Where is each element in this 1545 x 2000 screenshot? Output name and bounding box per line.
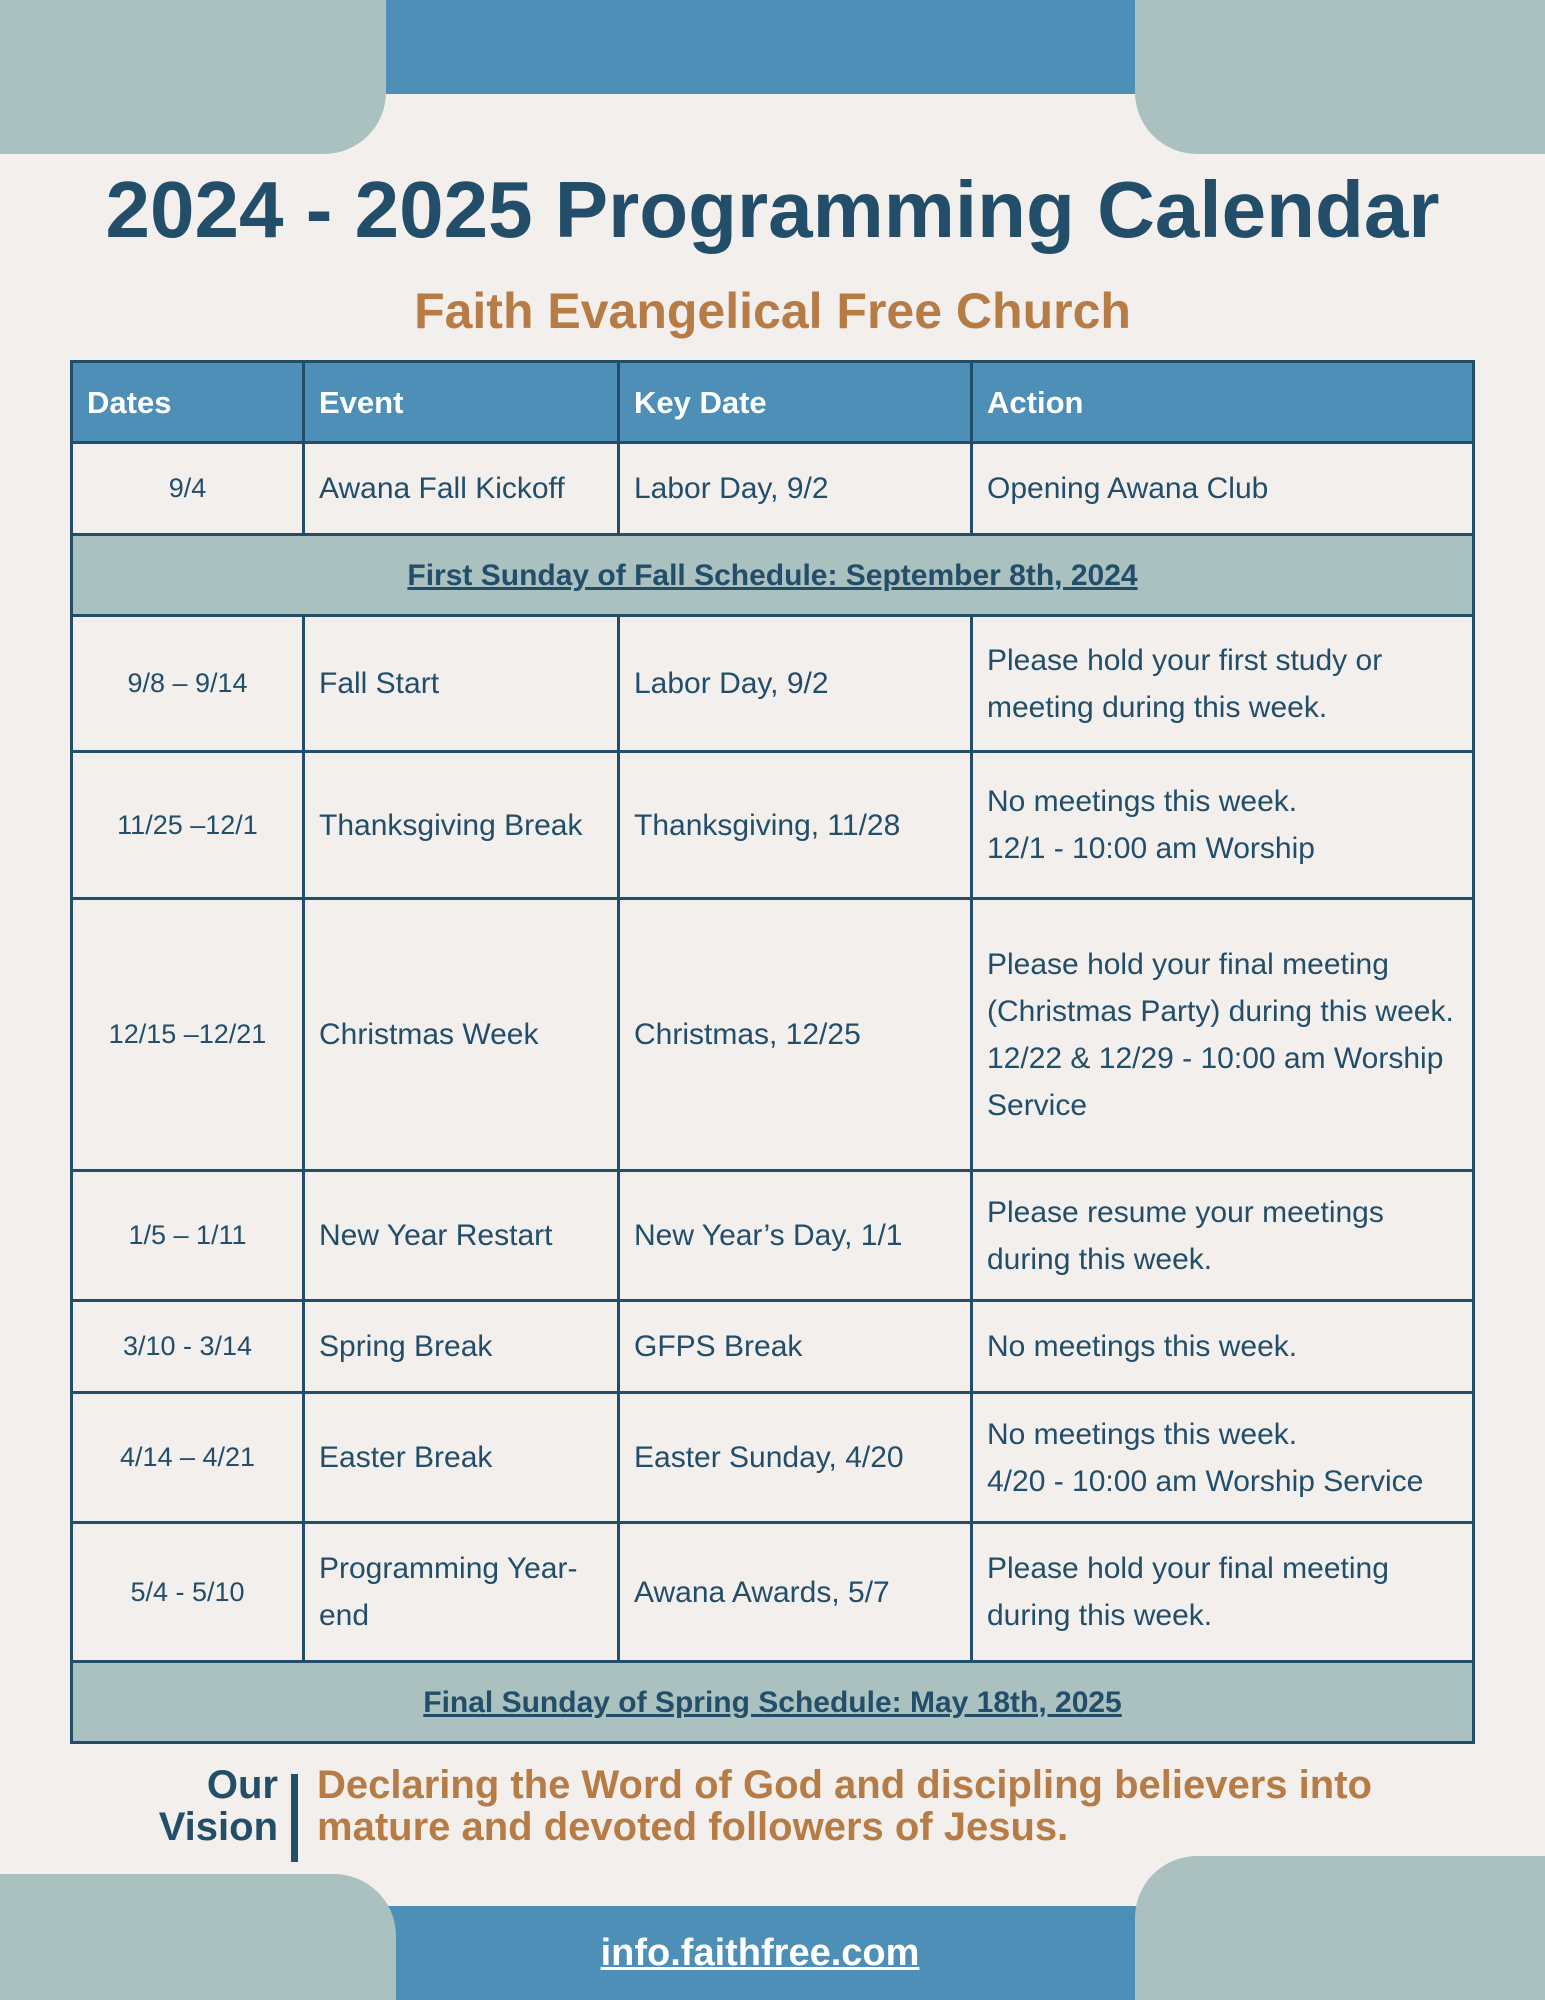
action-line: Please hold your first study or meeting during this week. (987, 643, 1383, 724)
cell-action (972, 1393, 1474, 1523)
cell-key-date: Thanksgiving, 11/28 (619, 752, 972, 899)
cell-action (972, 616, 1474, 752)
vision-statement (150, 1762, 1450, 1866)
spring-schedule-banner: Final Sunday of Spring Schedule: May 18th, 2025 (72, 1662, 1474, 1743)
cell-dates: 12/15 –12/21 (72, 899, 304, 1171)
table-row (72, 1301, 1474, 1393)
vision-divider (291, 1774, 298, 1862)
cell-event: Easter Break (304, 1393, 619, 1523)
column-header-key-date: Key Date (619, 362, 972, 443)
cell-action (972, 1171, 1474, 1301)
cell-event: Spring Break (304, 1301, 619, 1393)
action-line: No meetings this week. (987, 1417, 1298, 1451)
action-line: Opening Awana Club (987, 472, 1269, 505)
calendar-table (70, 360, 1475, 1744)
vision-text: Declaring the Word of God and discipling believers into mature and devoted followers of Jesus. (317, 1763, 1372, 1849)
website-link[interactable]: info.faithfree.com (600, 1932, 920, 1974)
action-line: No meetings this week. (987, 785, 1298, 818)
action-line: No meetings this week. (987, 1330, 1298, 1363)
cell-action (972, 1523, 1474, 1662)
cell-dates: 1/5 – 1/11 (72, 1171, 304, 1301)
schedule-banner-row (72, 535, 1474, 616)
cell-key-date: Awana Awards, 5/7 (619, 1523, 972, 1662)
column-header-event: Event (304, 362, 619, 443)
cell-key-date: GFPS Break (619, 1301, 972, 1393)
page-title: 2024 - 2025 Programming Calendar (105, 165, 1440, 254)
cell-event: New Year Restart (304, 1171, 619, 1301)
cell-key-date: Labor Day, 9/2 (619, 443, 972, 535)
table-row (72, 443, 1474, 535)
schedule-banner-row (72, 1662, 1474, 1743)
cell-key-date: Easter Sunday, 4/20 (619, 1393, 972, 1523)
top-decor-bar (380, 0, 1140, 94)
column-header-dates: Dates (72, 362, 304, 443)
cell-dates: 3/10 - 3/14 (72, 1301, 304, 1393)
cell-dates: 11/25 –12/1 (72, 752, 304, 899)
cell-key-date: Christmas, 12/25 (619, 899, 972, 1171)
cell-key-date: New Year’s Day, 1/1 (619, 1171, 972, 1301)
cell-action (972, 899, 1474, 1171)
cell-action (972, 443, 1474, 535)
cell-action (972, 1301, 1474, 1393)
cell-dates: 9/8 – 9/14 (72, 616, 304, 752)
fall-schedule-banner: First Sunday of Fall Schedule: September 8th, 2024 (72, 535, 1474, 616)
top-left-decor-block (0, 0, 386, 154)
table-header-row (72, 362, 1474, 443)
cell-dates: 9/4 (72, 443, 304, 535)
table-row (72, 1171, 1474, 1301)
table-row (72, 616, 1474, 752)
cell-action (972, 752, 1474, 899)
top-right-decor-block (1135, 0, 1545, 154)
column-header-action: Action (972, 362, 1474, 443)
bottom-right-decor-block (1135, 1856, 1545, 2000)
cell-event: Christmas Week (304, 899, 619, 1171)
action-line: Please resume your meetings during this week. (987, 1195, 1384, 1276)
action-line: 12/1 - 10:00 am Worship (987, 832, 1315, 865)
vision-label: Our Vision (158, 1763, 278, 1849)
action-line: 12/22 & 12/29 - 10:00 am Worship Service (987, 1041, 1444, 1122)
cell-event: Fall Start (304, 616, 619, 752)
cell-event: Thanksgiving Break (304, 752, 619, 899)
table-row (72, 899, 1474, 1171)
cell-key-date: Labor Day, 9/2 (619, 616, 972, 752)
table-row (72, 1393, 1474, 1523)
action-line: Please hold your final meeting during this week. (987, 1552, 1389, 1632)
table-row (72, 1523, 1474, 1662)
action-line: 4/20 - 10:00 am Worship Service (987, 1464, 1424, 1498)
cell-dates: 4/14 – 4/21 (72, 1393, 304, 1523)
cell-event: Programming Year-end (304, 1523, 619, 1662)
table-row (72, 752, 1474, 899)
action-line: Please hold your final meeting (Christmas Party) during this week. (987, 947, 1454, 1028)
bottom-left-decor-block (0, 1874, 396, 2000)
cell-dates: 5/4 - 5/10 (72, 1523, 304, 1662)
church-name: Faith Evangelical Free Church (414, 283, 1131, 339)
cell-event: Awana Fall Kickoff (304, 443, 619, 535)
